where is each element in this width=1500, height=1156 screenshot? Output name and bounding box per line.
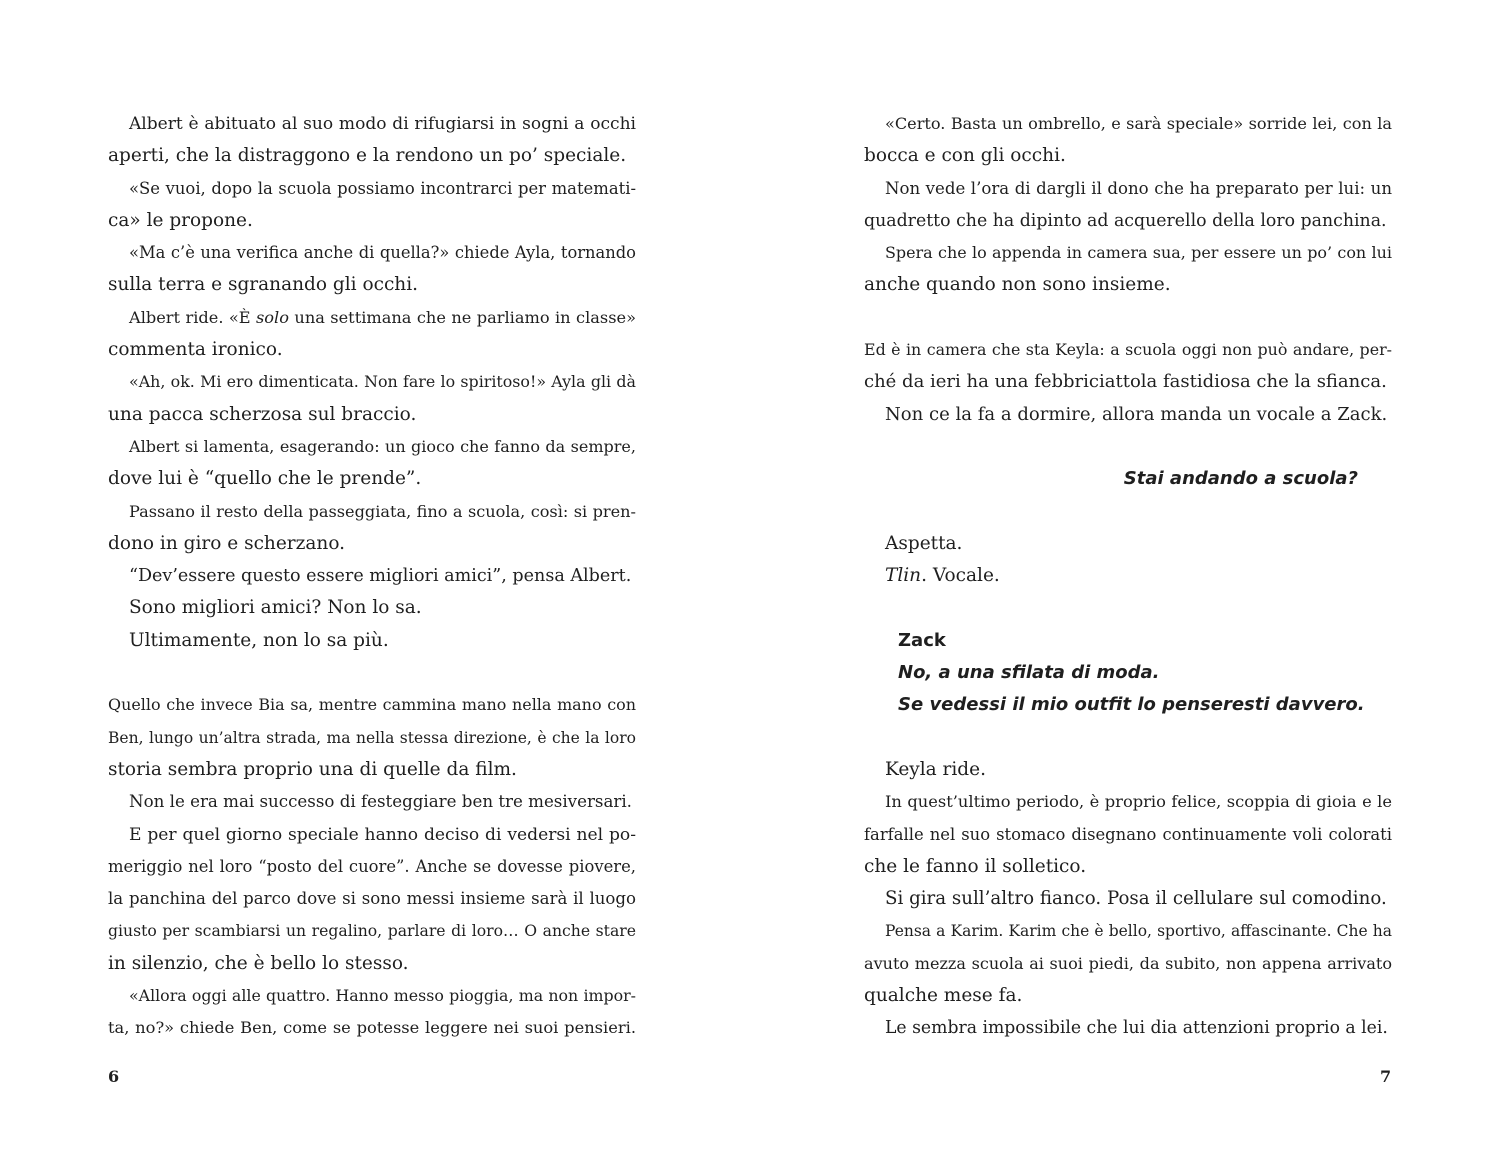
text-line: «Allora oggi alle quattro. Hanno messo pioggia, ma non impor- (129, 986, 636, 1006)
text-line: Pensa a Karim. Karim che è bello, sportivo, affascinante. Che ha (885, 922, 1392, 941)
text-segment: . Vocale. (921, 565, 1000, 587)
text-line: una pacca scherzosa sul braccio. (108, 403, 417, 425)
text-line: giusto per scambiarsi un regalino, parlare di loro… O anche stare (108, 921, 636, 941)
text-line: qualche mese fa. (864, 985, 1023, 1007)
text-line: «Certo. Basta un ombrello, e sarà speciale» sorride lei, con la (885, 114, 1392, 133)
italic-word: Tlin (885, 565, 922, 587)
paragraph-gap (108, 657, 636, 689)
text-line: Le sembra impossibile che lui dia attenzioni proprio a lei. (885, 1018, 1388, 1039)
page-number-left: 6 (108, 1067, 120, 1086)
text-line: quadretto che ha dipinto ad acquerello della loro panchina. (864, 210, 1387, 231)
paragraph-gap (864, 496, 1392, 528)
text-line: Spera che lo appenda in camera sua, per essere un po’ con lui (885, 243, 1392, 263)
text-line (864, 560, 1392, 592)
text-line: “Dev’essere questo essere migliori amici”, pensa Albert. (129, 566, 632, 587)
text-line: «Ma c’è una verifica anche di quella?» chiede Ayla, tornando (129, 243, 636, 263)
text-line: Aspetta. (885, 532, 963, 554)
chat-message-received: Se vedessi il mio outfit lo penseresti davvero. (898, 694, 1365, 716)
text-line: Ed è in camera che sta Keyla: a scuola oggi non può andare, per- (864, 340, 1392, 360)
left-page (108, 108, 636, 1045)
text-line: meriggio nel loro “posto del cuore”. Anche se dovesse piovere, (108, 856, 636, 876)
text-line: E per quel giorno speciale hanno deciso di vedersi nel po- (129, 824, 636, 845)
text-line: Non ce la fa a dormire, allora manda un vocale a Zack. (885, 403, 1388, 425)
chat-sender-name: Zack (898, 629, 946, 651)
text-segment: una settimana che ne parliamo in classe» (288, 307, 636, 327)
chat-message-sent: Stai andando a scuola? (1123, 468, 1358, 490)
text-line: Ben, lungo un’altra strada, ma nella stessa direzione, è che la loro (108, 728, 636, 747)
italic-word: solo (256, 307, 289, 327)
text-line: Non le era mai successo di festeggiare ben tre mesiversari. (129, 792, 632, 812)
text-line: Quello che invece Bia sa, mentre cammina mano nella mano con (108, 695, 636, 715)
text-line: Albert è abituato al suo modo di rifugiarsi in sogni a occhi (129, 114, 636, 134)
paragraph-gap (864, 302, 1392, 334)
text-line: Keyla ride. (885, 758, 986, 780)
text-line: In quest’ultimo periodo, è proprio felice, scoppia di gioia e le (885, 792, 1392, 812)
text-line: avuto mezza scuola ai suoi piedi, da subito, non appena arrivato (864, 953, 1392, 973)
chat-message-received: No, a una sfilata di moda. (898, 662, 1160, 684)
text-line (108, 302, 636, 334)
text-line: la panchina del parco dove si sono messi insieme sarà il luogo (108, 889, 636, 909)
text-line: Ultimamente, non lo sa più. (129, 629, 389, 651)
page-number-right: 7 (1380, 1067, 1392, 1086)
text-segment: Albert ride. «È (129, 307, 256, 327)
text-line: dono in giro e scherzano. (108, 532, 346, 554)
text-line: sulla terra e sgranando gli occhi. (108, 274, 419, 296)
text-line: Sono migliori amici? Non lo sa. (129, 597, 422, 619)
paragraph-gap (864, 592, 1392, 624)
text-line: Albert si lamenta, esagerando: un gioco che fanno da sempre, (129, 436, 636, 456)
text-line: ta, no?» chiede Ben, come se potesse leggere nei suoi pensieri. (108, 1018, 636, 1038)
text-line: Si gira sull’altro fianco. Posa il cellulare sul comodino. (885, 888, 1387, 910)
text-line: farfalle nel suo stomaco disegnano continuamente voli colorati (864, 824, 1392, 844)
text-line: storia sembra proprio una di quelle da film. (108, 758, 517, 780)
text-line: Non vede l’ora di dargli il dono che ha preparato per lui: un (885, 178, 1392, 198)
text-line: ché da ieri ha una febbriciattola fastidiosa che la sfianca. (864, 371, 1387, 393)
text-line: aperti, che la distraggono e la rendono un po’ speciale. (108, 145, 627, 167)
text-line: «Se vuoi, dopo la scuola possiamo incontrarci per matemati- (129, 178, 636, 198)
text-line: anche quando non sono insieme. (864, 274, 1171, 296)
text-line: bocca e con gli occhi. (864, 145, 1066, 167)
text-line: ca» le propone. (108, 209, 253, 231)
right-page (864, 108, 1392, 1045)
text-line: «Ah, ok. Mi ero dimenticata. Non fare lo spiritoso!» Ayla gli dà (129, 372, 636, 392)
text-line: commenta ironico. (108, 339, 283, 361)
text-line: dove lui è “quello che le prende”. (108, 468, 422, 490)
text-line: in silenzio, che è bello lo stesso. (108, 952, 409, 974)
paragraph-gap (864, 722, 1392, 754)
text-line: Passano il resto della passeggiata, fino a scuola, così: si pren- (129, 501, 636, 521)
paragraph-gap (864, 431, 1392, 463)
text-line: che le fanno il solletico. (864, 855, 1087, 877)
